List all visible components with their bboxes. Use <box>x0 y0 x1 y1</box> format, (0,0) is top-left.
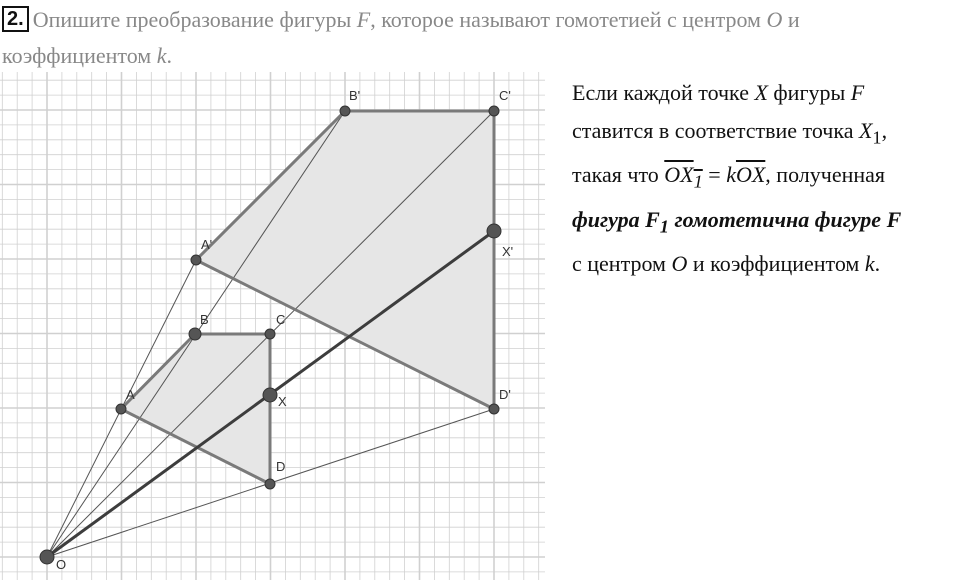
def-var-f: F <box>886 206 902 232</box>
task-header <box>2 2 954 74</box>
point-c <box>265 329 275 339</box>
def-text: и коэффициентом <box>687 251 865 277</box>
label-c1: C' <box>499 88 511 103</box>
def-var-f: F <box>850 80 865 105</box>
point-d <box>265 479 275 489</box>
label-d: D <box>276 459 286 474</box>
definition-line-3 <box>572 156 960 200</box>
label-b: B <box>200 312 209 327</box>
def-text: , <box>881 118 888 143</box>
task-text-1: Опишите преобразование фигуры <box>32 7 357 32</box>
definition-text <box>572 74 960 283</box>
def-subscript: 1 <box>872 127 882 148</box>
point-d1 <box>489 404 499 414</box>
label-o: O <box>56 557 67 572</box>
def-var-x: X <box>754 80 768 105</box>
task-text-3: и <box>782 7 800 32</box>
def-text: . <box>874 251 881 277</box>
point-b1 <box>340 106 350 116</box>
figure-canvas <box>0 72 545 580</box>
def-subscript: 1 <box>693 171 703 192</box>
def-var-k: k <box>726 162 736 188</box>
label-a1: A' <box>201 237 213 252</box>
definition-line-4 <box>572 201 960 245</box>
label-a: A <box>126 387 135 402</box>
def-text: с центром <box>572 251 672 277</box>
vector-ox1-base: OX <box>664 162 694 188</box>
task-text-5: . <box>166 43 172 68</box>
var-f: F <box>356 7 371 32</box>
def-text: Если каждой точке <box>572 80 755 105</box>
def-text: фигуры <box>767 80 851 105</box>
var-o: O <box>766 7 783 32</box>
def-text: такая что <box>572 162 665 188</box>
point-x1 <box>487 224 501 238</box>
point-b <box>189 328 201 340</box>
def-text: гомотетична фигуре <box>668 206 887 232</box>
label-d1: D' <box>499 387 511 402</box>
point-o <box>40 550 54 564</box>
definition-line-5 <box>572 245 960 283</box>
point-a1 <box>191 255 201 265</box>
label-x1: X' <box>502 244 514 259</box>
homothety-figure <box>0 72 545 580</box>
label-c: C <box>276 312 286 327</box>
var-k: k <box>156 43 167 68</box>
def-text: , полученная <box>765 162 886 188</box>
def-var-o: O <box>671 251 688 277</box>
task-text-4: коэффициентом <box>2 43 157 68</box>
point-a <box>116 404 126 414</box>
definition-line-1 <box>572 74 960 112</box>
label-b1: B' <box>349 88 361 103</box>
label-x: X <box>278 394 287 409</box>
point-x <box>263 388 277 402</box>
def-equals: = <box>702 162 727 188</box>
def-subscript: 1 <box>659 216 669 237</box>
definition-line-2 <box>572 112 960 156</box>
task-text-2: , которое называют гомотетией с центром <box>370 7 767 32</box>
vector-ox: $\overline{OX}$ <box>735 162 766 188</box>
point-c1 <box>489 106 499 116</box>
vector-ox1 <box>664 162 703 192</box>
def-text: ставится в соответствие точка <box>572 118 859 143</box>
def-text: фигура <box>572 206 646 232</box>
def-var-x1: X <box>858 118 873 143</box>
def-var-f1: F <box>645 206 660 232</box>
def-var-k: k <box>864 251 875 277</box>
task-number: 2. <box>2 6 29 32</box>
